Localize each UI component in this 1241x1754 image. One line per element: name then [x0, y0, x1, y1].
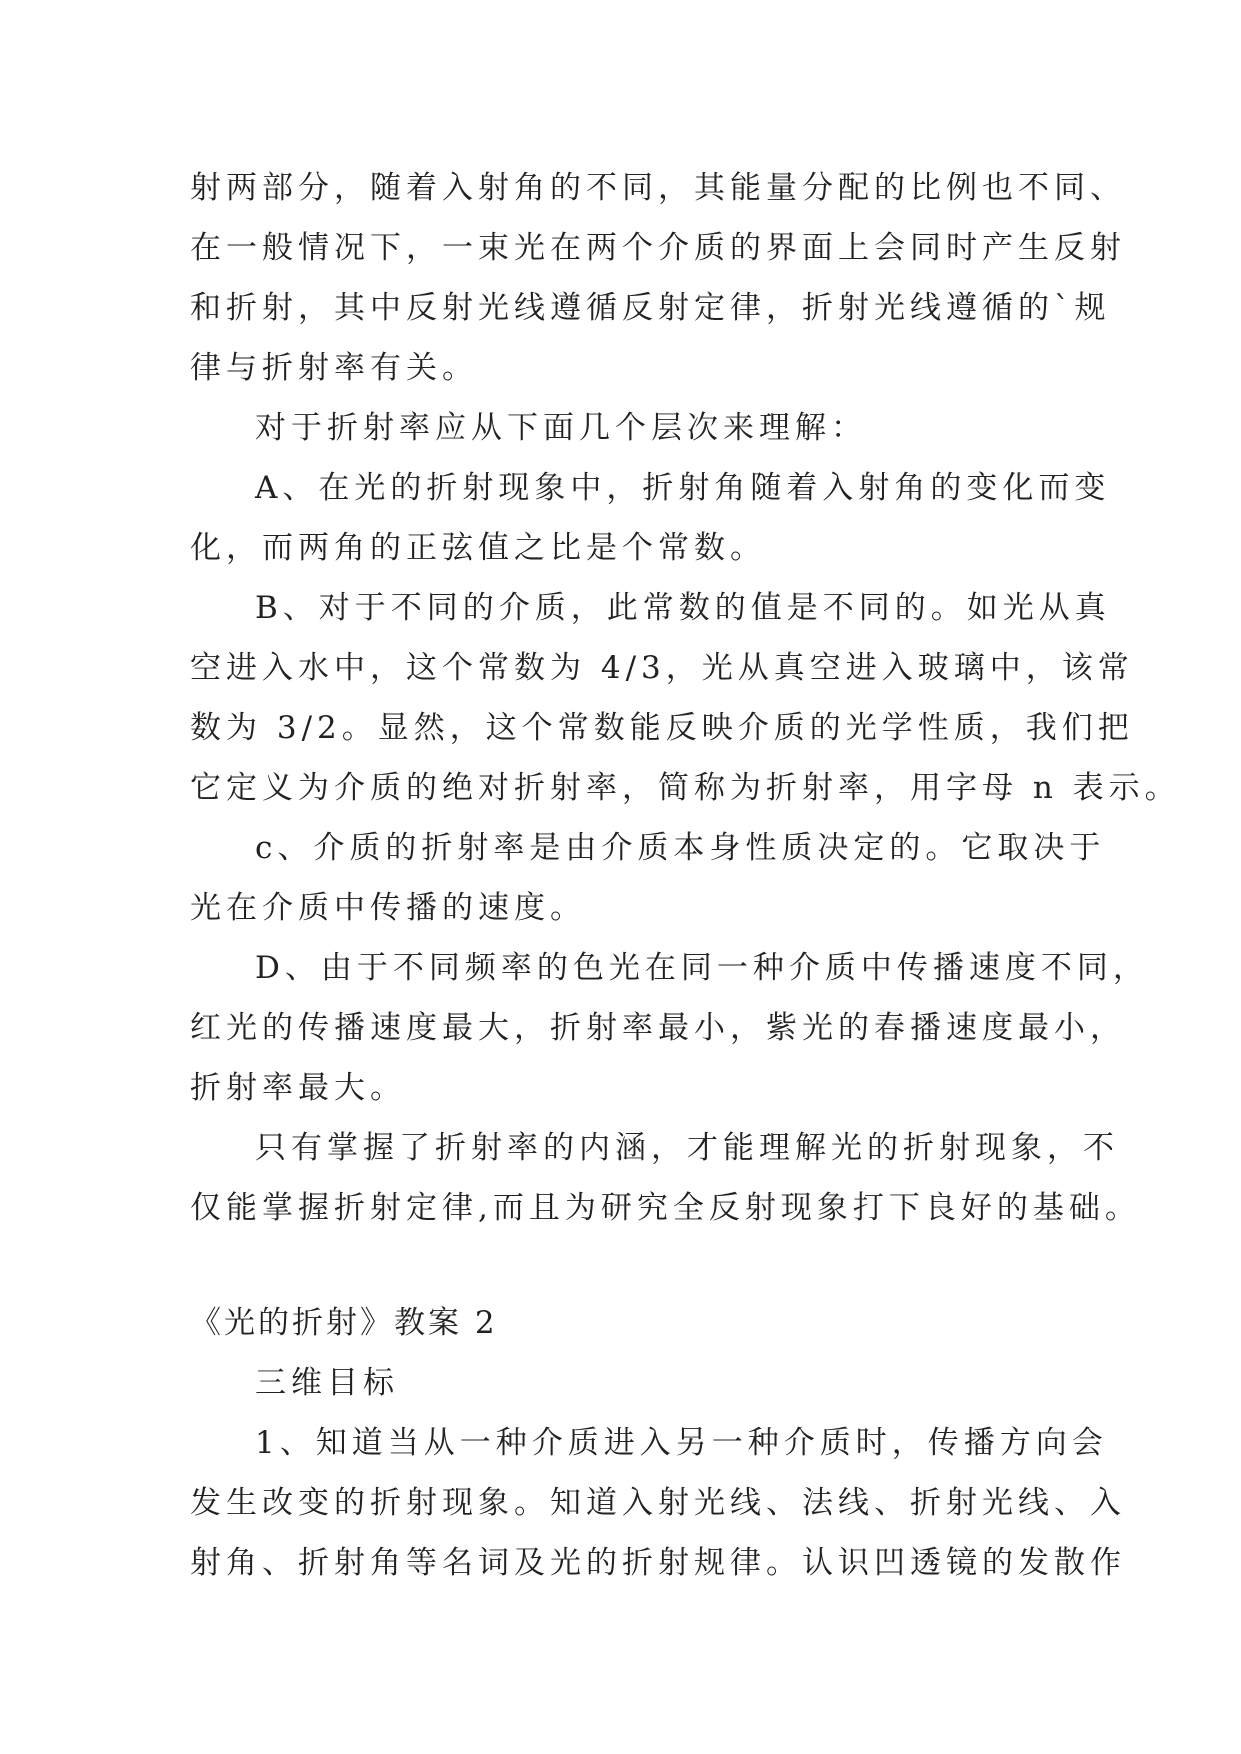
text-line: B、对于不同的介质，此常数的值是不同的。如光从真 [255, 590, 1111, 626]
subsection-heading: 三维目标 [255, 1365, 399, 1401]
document-body [190, 158, 1181, 1593]
section-gap [190, 1238, 1060, 1293]
text-line: 和折射，其中反射光线遵循反射定律，折射光线遵循的`规 [190, 290, 1111, 326]
text-line: c、介质的折射率是由介质本身性质决定的。它取决于 [255, 830, 1106, 866]
text-line: 折射率最大。 [190, 1070, 406, 1106]
text-line: 1、知道当从一种介质进入另一种介质时，传播方向会 [255, 1425, 1108, 1461]
text-line: 红光的传播速度最大，折射率最小，紫光的春播速度最小， [190, 1010, 1126, 1046]
text-line: 射两部分，随着入射角的不同，其能量分配的比例也不同、 [190, 170, 1126, 206]
text-line: 数为 3/2。显然，这个常数能反映介质的光学性质，我们把 [190, 710, 1134, 746]
text-line: D、由于不同频率的色光在同一种介质中传播速度不同， [255, 950, 1149, 986]
text-line: 化，而两角的正弦值之比是个常数。 [190, 530, 766, 566]
text-line: A、在光的折射现象中，折射角随着入射角的变化而变 [255, 470, 1111, 506]
text-line: 它定义为介质的绝对折射率，简称为折射率，用字母 n 表示。 [190, 770, 1181, 806]
text-line: 空进入水中，这个常数为 4/3，光从真空进入玻璃中，该常 [190, 650, 1134, 686]
text-line: 在一般情况下，一束光在两个介质的界面上会同时产生反射 [190, 230, 1126, 266]
text-line: 律与折射率有关。 [190, 350, 478, 386]
text-line: 光在介质中传播的速度。 [190, 890, 586, 926]
text-line: 发生改变的折射现象。知道入射光线、法线、折射光线、入 [190, 1485, 1126, 1521]
text-line: 射角、折射角等名词及光的折射规律。认识凹透镜的发散作 [190, 1545, 1126, 1581]
text-line: 仅能掌握折射定律,而且为研究全反射现象打下良好的基础。 [190, 1190, 1141, 1226]
text-line: 只有掌握了折射率的内涵，才能理解光的折射现象，不 [255, 1130, 1119, 1166]
section-title: 《光的折射》教案 2 [190, 1305, 498, 1341]
text-line: 对于折射率应从下面几个层次来理解： [255, 410, 867, 446]
